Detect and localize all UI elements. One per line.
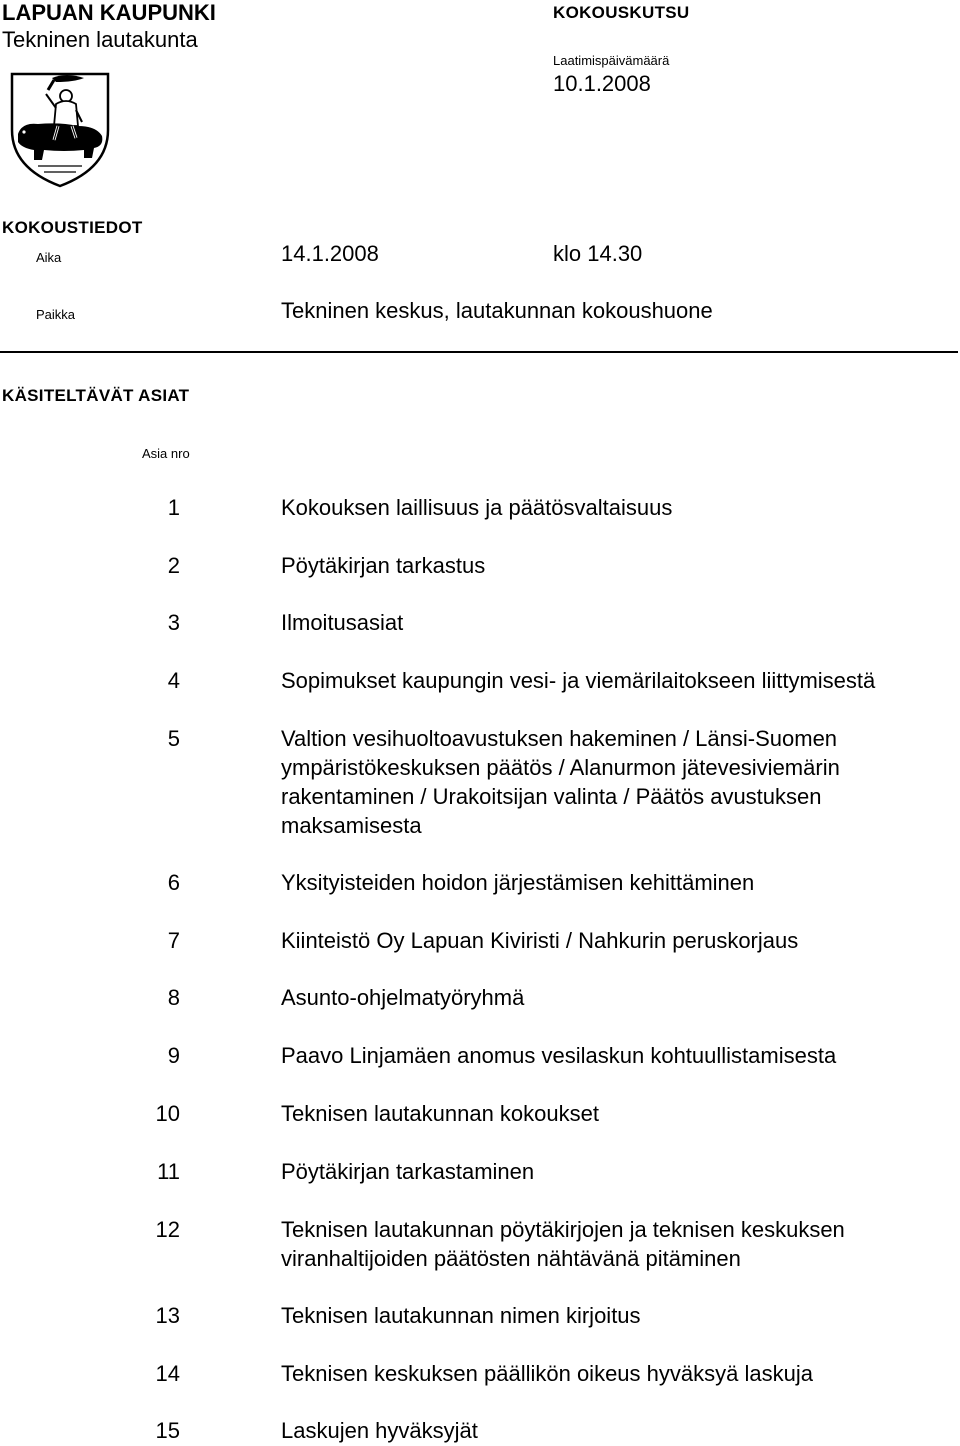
agenda-item-title: Paavo Linjamäen anomus vesilaskun kohtuullistamisesta (281, 1043, 837, 1068)
agenda-item-title: Pöytäkirjan tarkastaminen (281, 1159, 535, 1184)
organization-unit: Tekninen lautakunta (2, 27, 198, 52)
agenda-item-number: 11 (157, 1159, 180, 1184)
agenda-heading: KÄSITELTÄVÄT ASIAT (2, 386, 190, 405)
agenda-item-title: Laskujen hyväksyjät (281, 1418, 478, 1443)
agenda-item-number: 3 (167, 610, 180, 635)
agenda-item-number: 4 (167, 668, 180, 693)
agenda-item-number: 9 (167, 1043, 180, 1068)
agenda-item-number: 5 (167, 726, 180, 751)
agenda-item-title: Valtion vesihuoltoavustuksen hakeminen / Länsi-Suomen ympäristökeskuksen päätös / Alanurmon jätevesiviemärin rakentaminen / Urakoitsijan valinta / Päätös avustuksen maksamisesta (281, 726, 840, 838)
agenda-item-number: 14 (155, 1361, 180, 1386)
agenda-number-header: Asia nro (142, 446, 190, 461)
meeting-time-label: Aika (36, 250, 62, 265)
agenda-item-title: Teknisen lautakunnan pöytäkirjojen ja teknisen keskuksen viranhaltijoiden päätösten nähtävänä pitäminen (281, 1217, 845, 1271)
agenda-item-title: Teknisen lautakunnan nimen kirjoitus (281, 1303, 641, 1328)
agenda-item-number: 12 (155, 1217, 180, 1242)
agenda-item-number: 6 (167, 870, 180, 895)
meeting-date: 14.1.2008 (281, 241, 379, 266)
agenda-item-number: 8 (167, 985, 180, 1010)
creation-date-label: Laatimispäivämäärä (553, 53, 670, 68)
agenda-item-number: 2 (167, 553, 180, 578)
agenda-item-title: Teknisen keskuksen päällikön oikeus hyväksyä laskuja (281, 1361, 813, 1386)
agenda-item-number: 10 (155, 1101, 180, 1126)
agenda-item-title: Ilmoitusasiat (281, 610, 404, 635)
agenda-item-title: Yksityisteiden hoidon järjestämisen kehittäminen (281, 870, 755, 895)
agenda-item-title: Kokouksen laillisuus ja päätösvaltaisuus (281, 495, 673, 520)
document-type: KOKOUSKUTSU (553, 3, 690, 22)
agenda-item-title: Asunto-ohjelmatyöryhmä (281, 985, 525, 1010)
organization-name: LAPUAN KAUPUNKI (2, 0, 216, 25)
agenda-item-title: Kiinteistö Oy Lapuan Kiviristi / Nahkurin peruskorjaus (281, 928, 799, 953)
creation-date-value: 10.1.2008 (553, 71, 651, 96)
meeting-place: Tekninen keskus, lautakunnan kokoushuone (281, 298, 713, 323)
meeting-time: klo 14.30 (553, 241, 643, 266)
agenda-item-number: 7 (167, 928, 180, 953)
agenda-item-title: Pöytäkirjan tarkastus (281, 553, 486, 578)
agenda-item-title: Teknisen lautakunnan kokoukset (281, 1101, 599, 1126)
meeting-place-label: Paikka (36, 307, 76, 322)
agenda-item-number: 15 (155, 1418, 180, 1443)
agenda-item-number: 13 (155, 1303, 180, 1328)
agenda-item-title: Sopimukset kaupungin vesi- ja viemärilaitokseen liittymisestä (281, 668, 876, 693)
meeting-info-heading: KOKOUSTIEDOT (2, 218, 143, 237)
agenda-item-number: 1 (167, 495, 180, 520)
